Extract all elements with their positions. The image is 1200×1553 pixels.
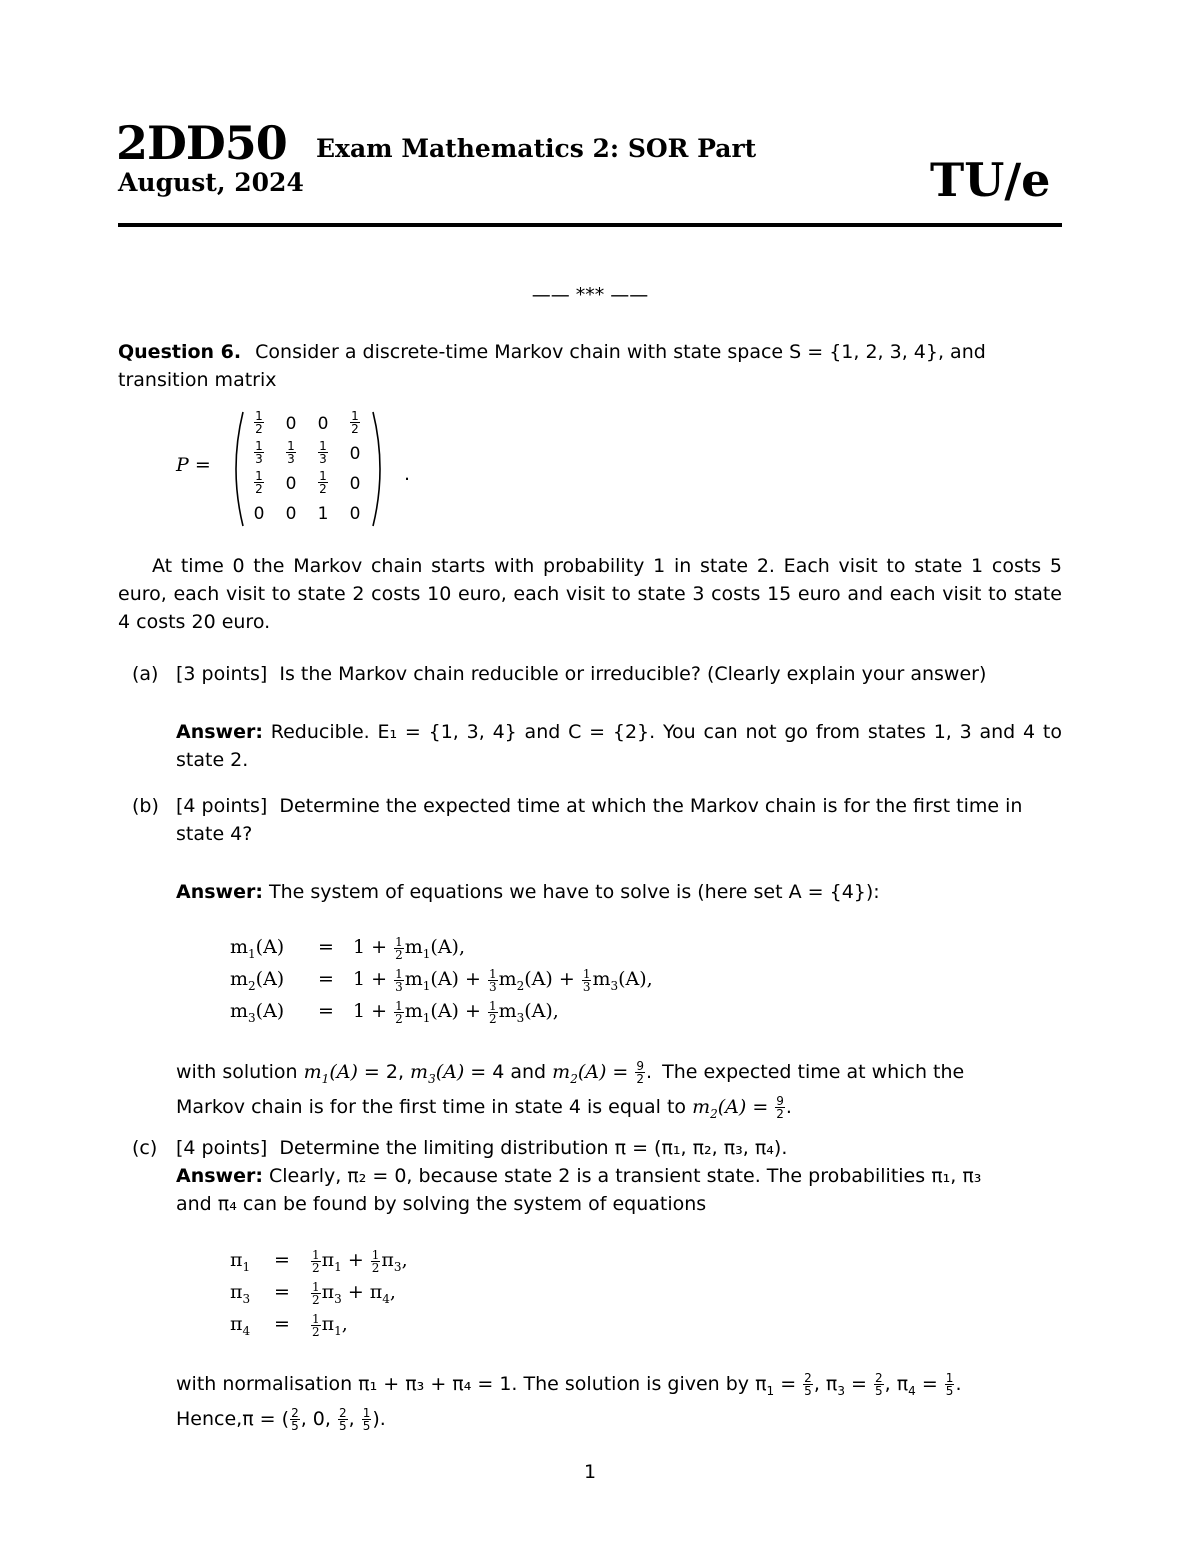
matrix-cell: 0 [349, 504, 361, 524]
question-intro [118, 338, 1062, 394]
part-c-answer [176, 1162, 1062, 1218]
part-c-label: (c) [132, 1137, 158, 1159]
part-b-points: [4 points] [176, 795, 268, 817]
exam-title: Exam Mathematics 2: SOR Part [316, 134, 757, 163]
part-b-question-text: Determine the expected time at which the Markov chain is for the first time in state 4? [176, 795, 1023, 845]
matrix-cell: 0 [253, 504, 265, 524]
part-b-label: (b) [132, 795, 159, 817]
part-b-solution-text-2: The expected time at which the [662, 1061, 965, 1083]
course-code: 2DD50 [116, 116, 287, 170]
part-a-question [176, 660, 1062, 688]
part-b-solution-line-1: with solution $m_1(A) = 2$, $m_3(A) = 4$ and $m_2(A)$ = $\frac{9}{2}$ . The expected time at which the [176, 1059, 965, 1086]
matrix-cell: 0 [317, 414, 329, 434]
question-context: At time 0 the Markov chain starts with probability 1 in state 2. Each visit to state 1 costs 5 euro, each visit to state 2 costs 10 euro, each visit to state 3 costs 15 euro and each visit to state 4 costs 20 euro. [118, 555, 1062, 633]
matrix-cell: $\frac{1}{2}$ [319, 469, 327, 496]
matrix-cell: 0 [285, 504, 297, 524]
matrix-right-paren [370, 410, 390, 528]
matrix-left-paren [226, 410, 246, 528]
question-label: Question 6. [118, 341, 242, 363]
page-number: 1 [583, 1461, 597, 1483]
matrix-cell: 0 [349, 474, 361, 494]
matrix-cell: 0 [349, 444, 361, 464]
matrix-cell: $\frac{1}{3}$ [287, 439, 295, 466]
part-b-solution-text-3: Markov chain is for the first time in state 4 is equal to [176, 1095, 687, 1118]
matrix-cell: $\frac{1}{2}$ [255, 469, 263, 496]
matrix-cell: $\frac{1}{3}$ [319, 439, 327, 466]
question-text: Consider a discrete-time Markov chain with state space S = {1, 2, 3, 4}, and transition matrix [118, 341, 986, 391]
part-b-equation-1: $m_1(A)$ = 1 + $\frac{1}{2}$ $m_1(A)$, [230, 934, 465, 962]
matrix-period: . [404, 463, 411, 485]
part-b-answer-label: Answer: [176, 881, 263, 903]
part-b-answer-intro-text: The system of equations we have to solve is (here set A = {4}): [269, 881, 880, 903]
part-c-equation-1: $\pi_1$ = $\frac{1}{2}$ $\pi_1$ + $\frac{1}{2}$ $\pi_3$, [230, 1247, 408, 1275]
part-b-equation-2: $m_2(A)$ = 1 + $\frac{1}{3}$ $m_1(A)$ + $\frac{1}{3}$ $m_2(A)$ + $\frac{1}{3}$ $m_3(A)$, [230, 966, 653, 994]
part-c-answer-text-1: Clearly, π₂ = 0, because state 2 is a transient state. The probabilities π₁, π₃ [269, 1165, 982, 1187]
matrix-cell: 1 [317, 504, 329, 524]
part-b-solution [176, 1058, 1062, 1128]
matrix-cell: 0 [285, 474, 297, 494]
part-c-question [176, 1134, 1062, 1162]
part-b-solution-line-2: Markov chain is for the first time in state 4 is equal to $m_2(A)$ = $\frac{9}{2}$ . [176, 1093, 792, 1121]
part-b-solution-text-1: with solution [176, 1061, 298, 1083]
part-c-answer-text-2: and π₄ can be found by solving the system of equations [176, 1193, 707, 1215]
part-a-label: (a) [132, 663, 159, 685]
matrix-cell: $\frac{1}{2}$ [351, 409, 359, 436]
part-c-points: [4 points] [176, 1137, 268, 1159]
part-c-solution-line-1: with normalisation π₁ + π₃ + π₄ = 1. The solution is given by $\pi_1$ = $\frac{2}{5}$ , $\pi_3$ = $\frac{2}{5}$ , $\pi_4$ = $\frac{1}{5}$ . [176, 1371, 962, 1398]
part-c-equation-2: $\pi_3$ = $\frac{1}{2}$ $\pi_3 + \pi_4$, [230, 1279, 396, 1307]
part-a-answer-label: Answer: [176, 721, 263, 743]
part-c-solution-text-1: with normalisation π₁ + π₃ + π₄ = 1. The solution is given by [176, 1373, 750, 1395]
part-a-answer-text: Reducible. E₁ = {1, 3, 4} and C = {2}. You can not go from states 1, 3 and 4 to state 2. [176, 721, 1063, 771]
part-a-answer [176, 718, 1062, 774]
part-c-question-text: Determine the limiting distribution π = (π₁, π₂, π₃, π₄). [279, 1137, 788, 1159]
exam-date: August, 2024 [118, 168, 304, 197]
part-c-equation-3: $\pi_4$ = $\frac{1}{2}$ $\pi_1$, [230, 1311, 348, 1339]
matrix-cell: 0 [285, 414, 297, 434]
transition-matrix [170, 408, 430, 528]
part-a-question-text: Is the Markov chain reducible or irreducible? (Clearly explain your answer) [279, 663, 987, 685]
matrix-cell: $\frac{1}{2}$ [255, 409, 263, 436]
header-rule [118, 223, 1062, 227]
university-logo-text: TU/e [930, 153, 1051, 207]
part-b-answer-intro [176, 878, 1062, 906]
part-a-points: [3 points] [176, 663, 268, 685]
part-c-solution-line-2: Hence,π = ( $\frac{2}{5}$ , 0, $\frac{2}{5}$ , $\frac{1}{5}$ ). [176, 1405, 386, 1433]
part-c-solution [176, 1370, 1062, 1433]
matrix-cell: $\frac{1}{3}$ [255, 439, 263, 466]
part-c-solution-text-2: Hence, [176, 1407, 243, 1430]
matrix-name: P = [176, 454, 211, 476]
part-b-question [176, 792, 1062, 848]
part-c-answer-label: Answer: [176, 1165, 263, 1187]
section-separator: —— *** —— [531, 284, 649, 306]
part-b-equation-3: $m_3(A)$ = 1 + $\frac{1}{2}$ $m_1(A)$ + $\frac{1}{2}$ $m_3(A)$, [230, 998, 559, 1026]
